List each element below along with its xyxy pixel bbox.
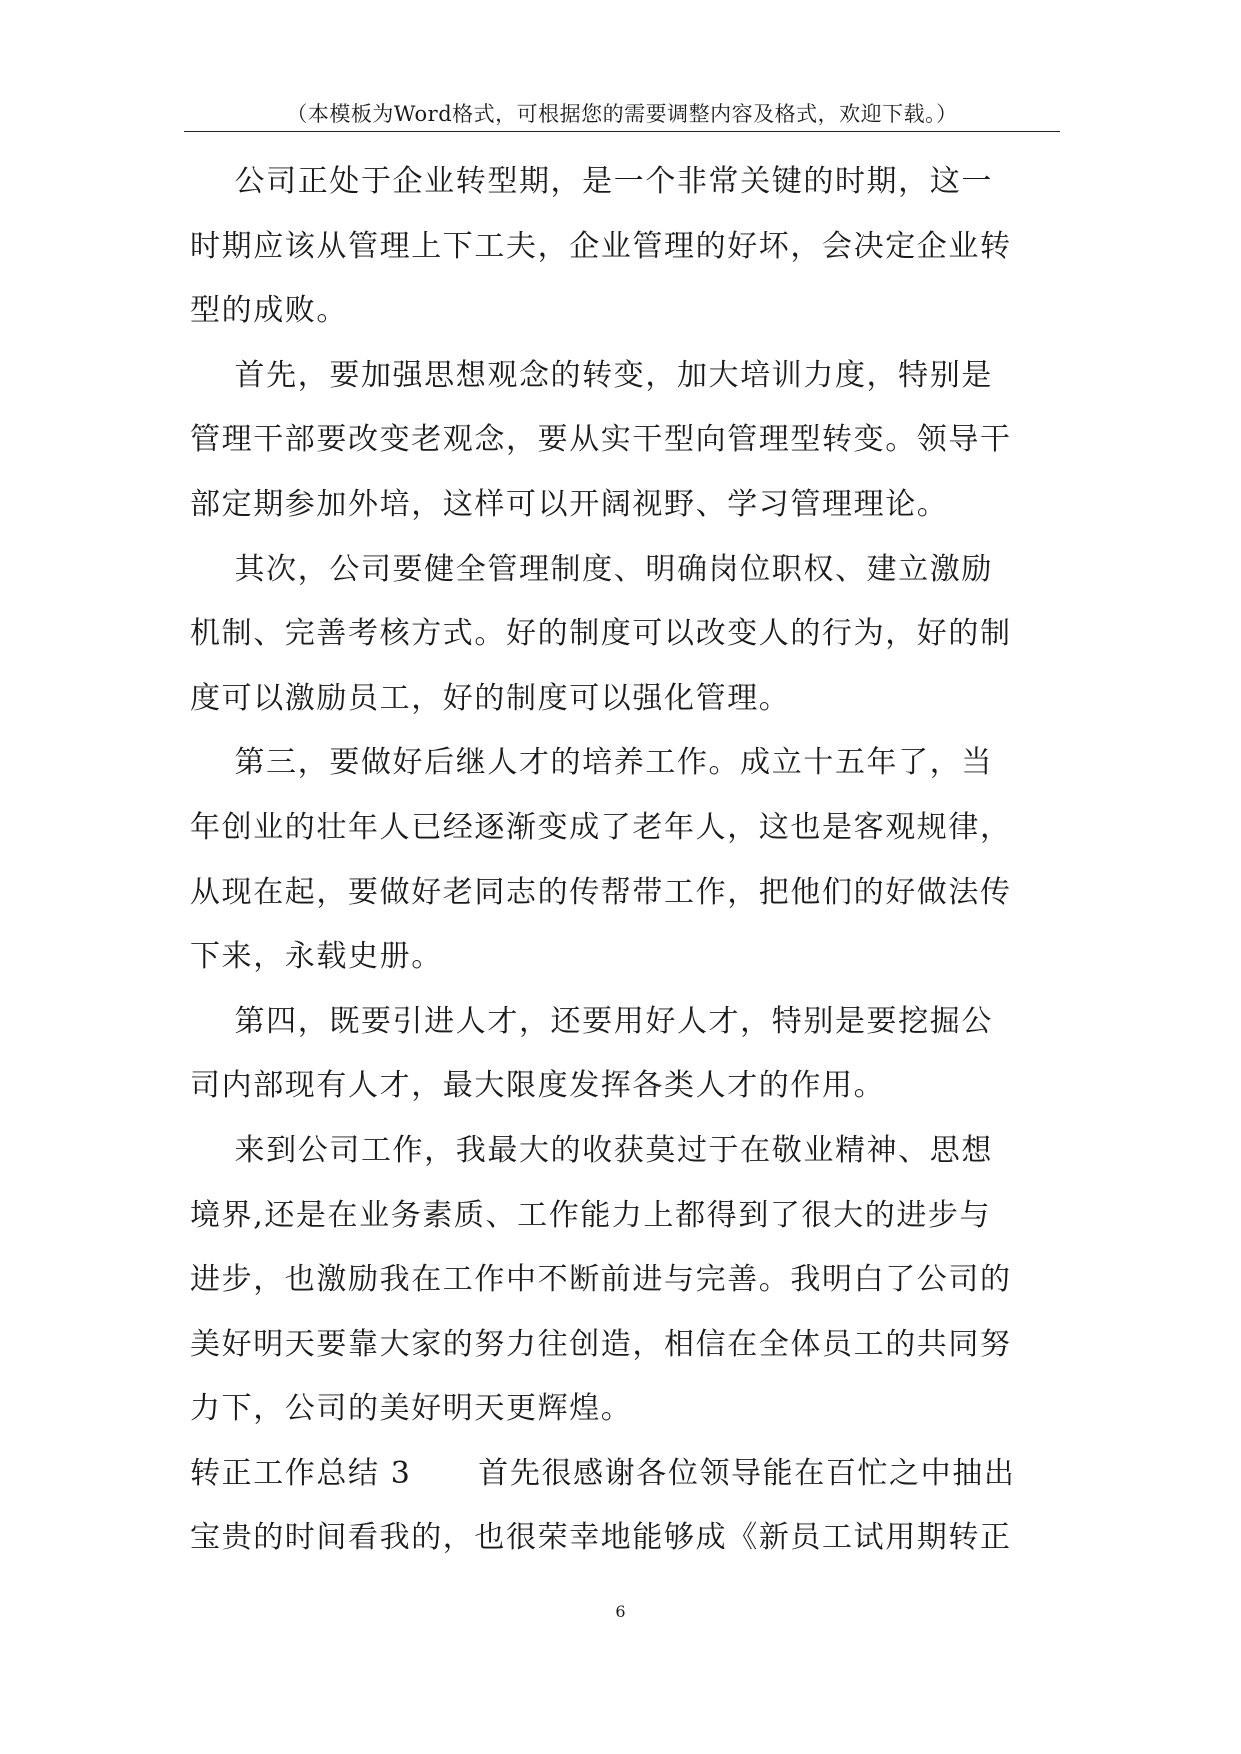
body-line: 来到公司工作，我最大的收获莫过于在敬业精神、思想 xyxy=(190,1132,993,1168)
body-line: 境界,还是在业务素质、工作能力上都得到了很大的进步与 xyxy=(190,1197,992,1233)
body-line: 公司正处于企业转型期，是一个非常关键的时期，这一 xyxy=(190,164,993,199)
page-number: 6 xyxy=(615,1602,626,1621)
document-header-note: （本模板为Word格式，可根据您的需要调整内容及格式，欢迎下载。） xyxy=(286,102,958,126)
body-line: 司内部现有人才，最大限度发挥各类人才的作用。 xyxy=(190,1068,886,1104)
body-line: 年创业的壮年人已经逐渐变成了老年人，这也是客观规律， xyxy=(190,809,1012,845)
body-line: 度可以激励员工，好的制度可以强化管理。 xyxy=(190,680,791,716)
section-heading-line: 转正工作总结 3 首先很感谢各位领导能在百忙之中抽出 xyxy=(190,1455,1016,1491)
body-line: 宝贵的时间看我的，也很荣幸地能够成《新员工试用期转正 xyxy=(190,1520,1012,1556)
body-line: 其次，公司要健全管理制度、明确岗位职权、建立激励 xyxy=(190,551,993,587)
header-divider xyxy=(184,131,1060,132)
body-line: 下来，永载史册。 xyxy=(190,939,443,975)
document-body xyxy=(190,150,1090,1571)
body-line: 型的成败。 xyxy=(190,293,348,329)
body-line: 管理干部要改变老观念，要从实干型向管理型转变。领导干 xyxy=(190,422,1012,458)
body-line: 美好明天要靠大家的努力往创造，相信在全体员工的共同努 xyxy=(190,1326,1012,1362)
body-line: 力下，公司的美好明天更辉煌。 xyxy=(190,1391,633,1427)
body-line: 首先，要加强思想观念的转变，加大培训力度，特别是 xyxy=(190,357,993,393)
body-line: 机制、完善考核方式。好的制度可以改变人的行为，好的制 xyxy=(190,616,1012,652)
body-line: 第四，既要引进人才，还要用好人才，特别是要挖掘公 xyxy=(190,1003,993,1039)
body-line: 进步，也激励我在工作中不断前进与完善。我明白了公司的 xyxy=(190,1262,1012,1298)
body-line: 第三，要做好后继人才的培养工作。成立十五年了，当 xyxy=(190,745,993,781)
body-line: 从现在起，要做好老同志的传帮带工作，把他们的好做法传 xyxy=(190,874,1012,910)
body-line: 时期应该从管理上下工夫，企业管理的好坏，会决定企业转 xyxy=(190,228,1012,264)
body-line: 部定期参加外培，这样可以开阔视野、学习管理理论。 xyxy=(190,486,949,522)
